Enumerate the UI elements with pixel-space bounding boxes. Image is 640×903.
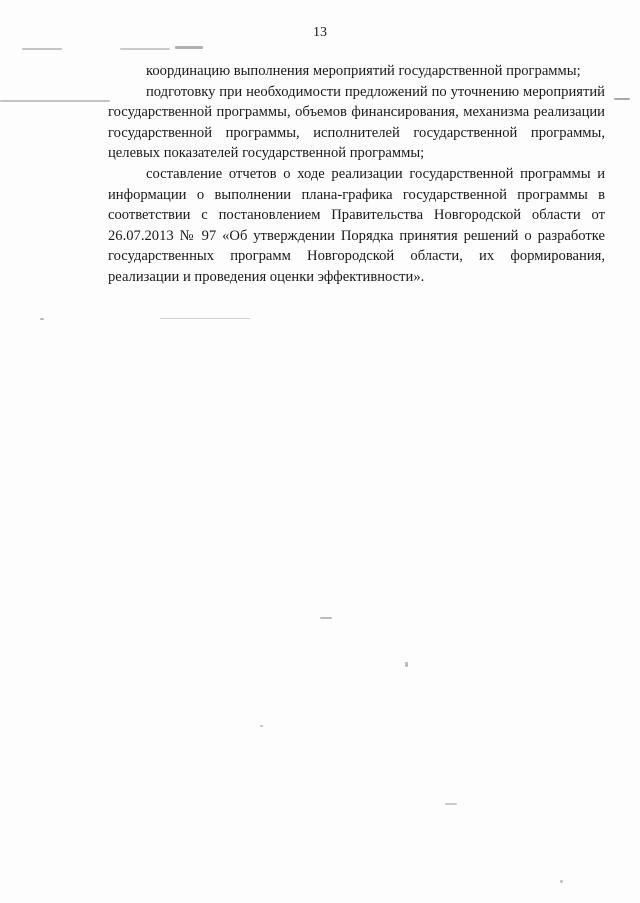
document-body [108,61,605,288]
scan-noise-mark [0,100,110,102]
paragraph-reports: составление отчетов о ходе реализации государственной программы и информации о выполнении плана-графика государственной программы в соответствии с постановлением Правительства Новгородской области от 26.07.2013 № 97 «Об утверждении Порядка принятия решений о разработке государственных программ Новгородской области, их формирования, реализации и проведения оценки эффективности». [108,165,605,285]
scan-noise-mark [40,318,44,320]
scan-noise-mark [320,617,332,619]
scan-noise-mark [22,48,62,50]
scan-noise-mark [260,725,263,727]
scan-noise-mark [445,803,457,805]
scan-noise-mark [614,98,630,100]
scan-noise-mark [405,662,408,667]
scan-noise-mark [120,48,170,50]
scan-noise-mark [560,880,563,883]
paragraph-proposals: подготовку при необходимости предложений по уточнению мероприятий государственной программы, объемов финансирования, механизма реализации государственной программы, исполнителей государственной программы, целевых показателей государственной программы; [108,83,605,162]
scan-noise-mark [160,318,250,319]
paragraph-coordination: координацию выполнения мероприятий государственной программы; [146,63,581,79]
page-number: 13 [313,25,327,40]
scan-noise-mark [175,46,203,49]
